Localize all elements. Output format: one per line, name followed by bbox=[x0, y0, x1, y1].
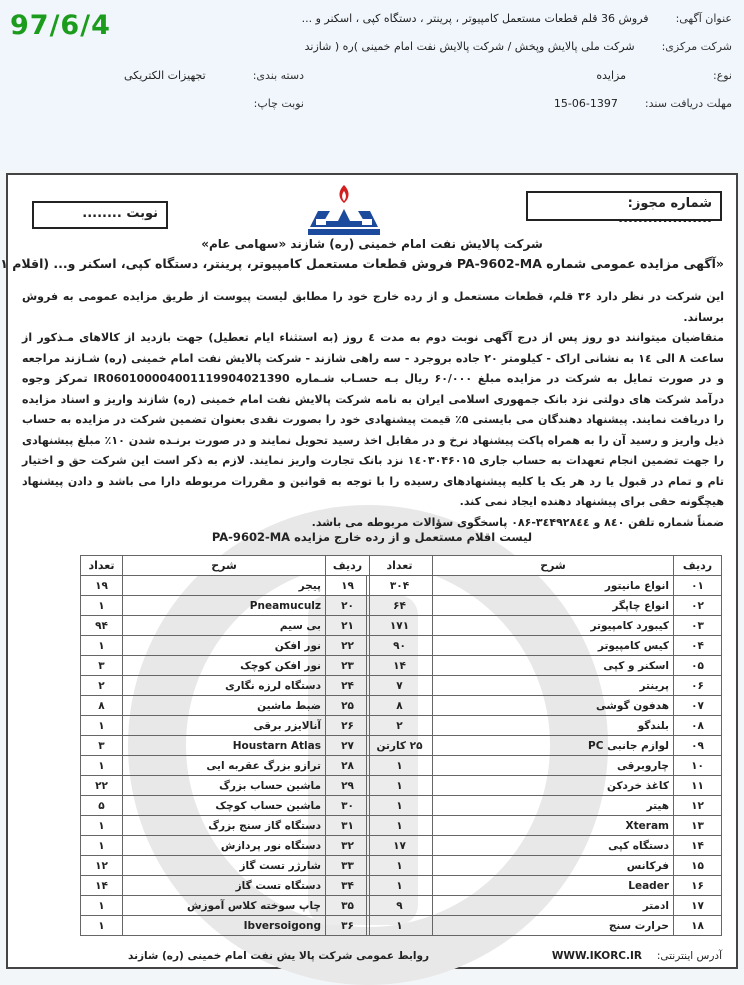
company-value: شرکت ملی پالایش وپخش / شرکت پالایش نفت امام خمینی )ره ( شازند bbox=[304, 40, 635, 53]
table-row bbox=[81, 656, 370, 676]
item-count: ۹ bbox=[367, 896, 433, 916]
item-count: ۱ bbox=[367, 816, 433, 836]
item-count: ۲ bbox=[367, 716, 433, 736]
table-row bbox=[367, 596, 722, 616]
col-row-header: ردیف bbox=[326, 556, 370, 576]
item-description: Houstarn Atlas bbox=[123, 736, 326, 756]
item-description: چاپ سوخته کلاس آموزش bbox=[123, 896, 326, 916]
table-row bbox=[81, 896, 370, 916]
item-description: Xteram bbox=[433, 816, 674, 836]
table-row bbox=[367, 696, 722, 716]
item-count: ۱۷۱ bbox=[367, 616, 433, 636]
table-row bbox=[81, 616, 370, 636]
table-row bbox=[367, 836, 722, 856]
table-row bbox=[81, 836, 370, 856]
row-number: ۰۱ bbox=[674, 576, 722, 596]
table-row bbox=[81, 576, 370, 596]
table-row bbox=[81, 696, 370, 716]
col-row-header: ردیف bbox=[674, 556, 722, 576]
row-number: ۰۶ bbox=[674, 676, 722, 696]
table-row bbox=[367, 656, 722, 676]
category-row bbox=[124, 69, 304, 82]
item-description: اسکنر و کپی bbox=[433, 656, 674, 676]
table-row bbox=[81, 716, 370, 736]
ad-title-row bbox=[302, 12, 732, 25]
table-row bbox=[367, 736, 722, 756]
license-box: شماره مجوز: ................... bbox=[526, 191, 722, 221]
row-number: ۲۶ bbox=[326, 716, 370, 736]
ad-info-header bbox=[0, 0, 744, 170]
item-description: نور افکن bbox=[123, 636, 326, 656]
row-number: ۱۶ bbox=[674, 876, 722, 896]
row-number: ۲۹ bbox=[326, 776, 370, 796]
item-count: ۱ bbox=[81, 636, 123, 656]
row-number: ۰۲ bbox=[674, 596, 722, 616]
table-row bbox=[81, 676, 370, 696]
table-row bbox=[81, 856, 370, 876]
website-link[interactable]: WWW.IKORC.IR bbox=[551, 950, 642, 962]
row-number: ۲۵ bbox=[326, 696, 370, 716]
item-description: بی سیم bbox=[123, 616, 326, 636]
col-desc-header: شرح bbox=[123, 556, 326, 576]
item-count: ۱ bbox=[367, 796, 433, 816]
item-count: ۱ bbox=[81, 816, 123, 836]
item-count: ۱ bbox=[81, 836, 123, 856]
table-row bbox=[367, 896, 722, 916]
item-description: دستگاه لرزه نگاری bbox=[123, 676, 326, 696]
item-count: ۹۴ bbox=[81, 616, 123, 636]
row-number: ۰۵ bbox=[674, 656, 722, 676]
item-description: کاغذ خردکن bbox=[433, 776, 674, 796]
item-count: ۱۲ bbox=[81, 856, 123, 876]
item-count: ۳۰۴ bbox=[367, 576, 433, 596]
row-number: ۱۹ bbox=[326, 576, 370, 596]
item-description: لوازم جانبی PC bbox=[433, 736, 674, 756]
item-count: ۱ bbox=[81, 756, 123, 776]
item-count: ۱ bbox=[81, 916, 123, 936]
table-row bbox=[367, 916, 722, 936]
item-count: ۱ bbox=[81, 596, 123, 616]
item-description: کیبورد کامپیوتر bbox=[433, 616, 674, 636]
item-description: ترازو بزرگ عقربه ایی bbox=[123, 756, 326, 776]
row-number: ۲۰ bbox=[326, 596, 370, 616]
item-description: فرکانس bbox=[433, 856, 674, 876]
table-row bbox=[81, 916, 370, 936]
item-count: ۱ bbox=[367, 776, 433, 796]
table-row bbox=[367, 576, 722, 596]
item-count: ۲۲ bbox=[81, 776, 123, 796]
row-number: ۱۵ bbox=[674, 856, 722, 876]
ad-body bbox=[22, 287, 724, 533]
item-description: پرینتر bbox=[433, 676, 674, 696]
row-number: ۰۹ bbox=[674, 736, 722, 756]
table-row bbox=[81, 796, 370, 816]
item-description: چاروبرقی bbox=[433, 756, 674, 776]
deadline-row bbox=[554, 97, 732, 110]
col-count-header: تعداد bbox=[367, 556, 433, 576]
item-description: ماشین حساب بزرگ bbox=[123, 776, 326, 796]
row-number: ۱۱ bbox=[674, 776, 722, 796]
list-title: لیست اقلام مستعمل و از رده خارج مزایده PA-9602-MA bbox=[211, 530, 533, 544]
row-number: ۳۰ bbox=[326, 796, 370, 816]
item-description: حرارت سنج bbox=[433, 916, 674, 936]
table-row bbox=[367, 856, 722, 876]
item-count: ۱ bbox=[81, 896, 123, 916]
table-row bbox=[81, 776, 370, 796]
table-row bbox=[367, 876, 722, 896]
row-number: ۱۴ bbox=[674, 836, 722, 856]
item-count: ۷ bbox=[367, 676, 433, 696]
row-number: ۱۸ bbox=[674, 916, 722, 936]
row-number: ۰۷ bbox=[674, 696, 722, 716]
row-number: ۳۵ bbox=[326, 896, 370, 916]
table-row bbox=[367, 676, 722, 696]
row-number: ۳۶ bbox=[326, 916, 370, 936]
item-count: ۱ bbox=[367, 756, 433, 776]
company-label: شرکت مرکزی: bbox=[661, 40, 732, 53]
table-row bbox=[81, 596, 370, 616]
item-count: ۵ bbox=[81, 796, 123, 816]
item-description: دستگاه نور پردازش bbox=[123, 836, 326, 856]
col-count-header: تعداد bbox=[81, 556, 123, 576]
row-number: ۰۴ bbox=[674, 636, 722, 656]
table-row bbox=[367, 816, 722, 836]
row-number: ۲۳ bbox=[326, 656, 370, 676]
item-description: انواع چاپگر bbox=[433, 596, 674, 616]
company-row bbox=[305, 40, 732, 53]
item-description: ماشین حساب کوچک bbox=[123, 796, 326, 816]
items-table-left bbox=[80, 555, 370, 936]
row-number: ۲۴ bbox=[326, 676, 370, 696]
row-number: ۰۳ bbox=[674, 616, 722, 636]
nioc-logo-icon bbox=[304, 181, 384, 241]
item-description: شارژر تست گاز bbox=[123, 856, 326, 876]
item-count: ۱۴ bbox=[367, 656, 433, 676]
deadline-value: 1397-06-15 bbox=[553, 97, 618, 110]
item-count: ۲۵ کارتن bbox=[367, 736, 433, 756]
deadline-label: مهلت دریافت سند: bbox=[644, 97, 732, 110]
item-description: Ibversoigong bbox=[123, 916, 326, 936]
item-count: ۱ bbox=[81, 716, 123, 736]
ad-title-value: فروش 36 قلم قطعات مستعمل کامپیوتر ، پرینتر ، دستگاه کپی ، اسکنر و ... bbox=[301, 12, 649, 25]
table-row bbox=[367, 796, 722, 816]
item-description: هدفون گوشی bbox=[433, 696, 674, 716]
col-desc-header: شرح bbox=[433, 556, 674, 576]
ad-document bbox=[0, 173, 738, 969]
print-turn-label: نوبت چاپ: bbox=[253, 97, 304, 110]
item-description: ادمتر bbox=[433, 896, 674, 916]
item-description: پیجر bbox=[123, 576, 326, 596]
row-number: ۰۸ bbox=[674, 716, 722, 736]
item-count: ۸ bbox=[81, 696, 123, 716]
item-count: ۱۹ bbox=[81, 576, 123, 596]
table-row bbox=[81, 636, 370, 656]
item-description: نور افکن کوچک bbox=[123, 656, 326, 676]
date-stamp: 97/6/4 bbox=[10, 10, 111, 41]
row-number: ۲۷ bbox=[326, 736, 370, 756]
print-turn-row bbox=[254, 97, 304, 110]
row-number: ۱۰ bbox=[674, 756, 722, 776]
table-row bbox=[367, 776, 722, 796]
item-count: ۱۷ bbox=[367, 836, 433, 856]
item-description: انواع مانیتور bbox=[433, 576, 674, 596]
item-description: هیتر bbox=[433, 796, 674, 816]
table-row bbox=[81, 816, 370, 836]
row-number: ۳۲ bbox=[326, 836, 370, 856]
row-number: ۲۲ bbox=[326, 636, 370, 656]
category-value: تجهیزات الکتریکی bbox=[123, 69, 206, 82]
table-row bbox=[81, 756, 370, 776]
website-label: آدرس اینترنتی: bbox=[656, 950, 722, 962]
item-description: ضبط ماشین bbox=[123, 696, 326, 716]
item-description: Leader bbox=[433, 876, 674, 896]
table-row bbox=[367, 636, 722, 656]
item-description: دستگاه تست گاز bbox=[123, 876, 326, 896]
row-number: ۳۱ bbox=[326, 816, 370, 836]
body-paragraph: این شرکت در نظر دارد ۳۶ قلم، قطعات مستعمل و از رده خارج خود را مطابق لیست پیوست از طریق مزایده عمومی به فروش برساند. bbox=[22, 290, 724, 324]
ad-title-label: عنوان آگهی: bbox=[675, 12, 732, 25]
item-count: ۱ bbox=[367, 856, 433, 876]
item-count: ۱ bbox=[367, 916, 433, 936]
item-description: دستگاه گاز سنج بزرگ bbox=[123, 816, 326, 836]
body-paragraph: ضمناً شماره تلفن ۸٤۰ و ۳٤۴۹۲۸٤٤-۰۸۶ پاسخگوی سؤالات مربوطه می باشد. bbox=[311, 515, 724, 529]
row-number: ۱۷ bbox=[674, 896, 722, 916]
row-number: ۲۱ bbox=[326, 616, 370, 636]
row-number: ۱۲ bbox=[674, 796, 722, 816]
item-count: ۳ bbox=[81, 656, 123, 676]
item-description: آنالایزر برقی bbox=[123, 716, 326, 736]
item-count: ۹۰ bbox=[367, 636, 433, 656]
table-row bbox=[81, 736, 370, 756]
company-title: شرکت پالایش نفت امام خمینی (ره) شازند «سهامی عام» bbox=[201, 237, 543, 251]
item-count: ۸ bbox=[367, 696, 433, 716]
type-row bbox=[596, 69, 732, 82]
item-count: ۶۴ bbox=[367, 596, 433, 616]
public-relations-text: روابط عمومی شرکت پالا یش نفت امام خمینی (ره) شازند bbox=[128, 950, 430, 962]
item-description: دستگاه کپی bbox=[433, 836, 674, 856]
item-description: کیس کامپیوتر bbox=[433, 636, 674, 656]
table-row bbox=[81, 876, 370, 896]
item-count: ۳ bbox=[81, 736, 123, 756]
item-count: ۲ bbox=[81, 676, 123, 696]
row-number: ۳۴ bbox=[326, 876, 370, 896]
row-number: ۱۳ bbox=[674, 816, 722, 836]
item-description: بلندگو bbox=[433, 716, 674, 736]
ad-heading: «آگهی مزایده عمومی شماره PA-9602-MA فروش قطعات مستعمل کامپیوتر، پرینتر، دستگاه کپی، اسکنر و... (اقلام ۱ bbox=[0, 256, 724, 271]
type-label: نوع: bbox=[712, 69, 732, 82]
item-count: ۱ bbox=[367, 876, 433, 896]
row-number: ۲۸ bbox=[326, 756, 370, 776]
category-label: دسته بندی: bbox=[252, 69, 304, 82]
table-row bbox=[367, 616, 722, 636]
turn-box: نوبت ........ bbox=[32, 201, 168, 229]
item-count: ۱۴ bbox=[81, 876, 123, 896]
table-row bbox=[367, 756, 722, 776]
row-number: ۳۳ bbox=[326, 856, 370, 876]
items-table-right bbox=[366, 555, 722, 936]
type-value: مزایده bbox=[596, 69, 626, 82]
item-description: Pneamuculz bbox=[123, 596, 326, 616]
body-paragraph: متقاضیان میتوانند دو روز پس از درج آگهی نوبت دوم به مدت ٤ روز (به استثناء ایام تعطیل) جهت بازدید از کالاهای مـذکور از ساعت ۸ الی ۱٤ به نشانی اراک - کیلومتر ۲۰ جاده بروجرد - سه راهی شازند - شرکت پالایش نفت امام خمینی (ره) شـازند مراجعه و در صورت تمایل به شرکت در مزایده مبلغ ۶۰/۰۰۰ ریال بـه حسـاب شـماره IR060100004001119904021390 تمرکز وجوه درآمد شرکت های دولتی نزد بانک جمهوری اسلامی ایران به نامه شرکت پالایش نفت امام خمینی (ره) شازند واریز و اسناد مزایده را دریافت نمایند. پیشنهاد دهندگان می بایستی ۵٪ قیمت پیشنهادی خود را بصورت نقدی بعنوان تضمین شرکت در مزایده به حساب ذیل واریز و رسید آن را به همراه پاکت پیشنهاد نرخ و در مقابل اخذ رسید تحویل نمایند و در صورت برنـده شدن ۱۰٪ مبلغ پیشنهادی را جهت تضمین انجام تعهدات به حساب جاری ۱٤۰۳۰۴۶۰۱۵ نزد بانک تجارت واریز نمایند. لازم به ذکر است این شرکت حق و اختیار تام و تمام در قبول یا رد هر یک یا کلیه پیشنهادهای رسیده را با توجه به قوانین و مقررات مربوطه دارا می باشد و دادن پیشنهاد هیچگونه حقی برای پیشنهاد دهنده ایجاد نمی کند. bbox=[22, 331, 725, 508]
table-row bbox=[367, 716, 722, 736]
